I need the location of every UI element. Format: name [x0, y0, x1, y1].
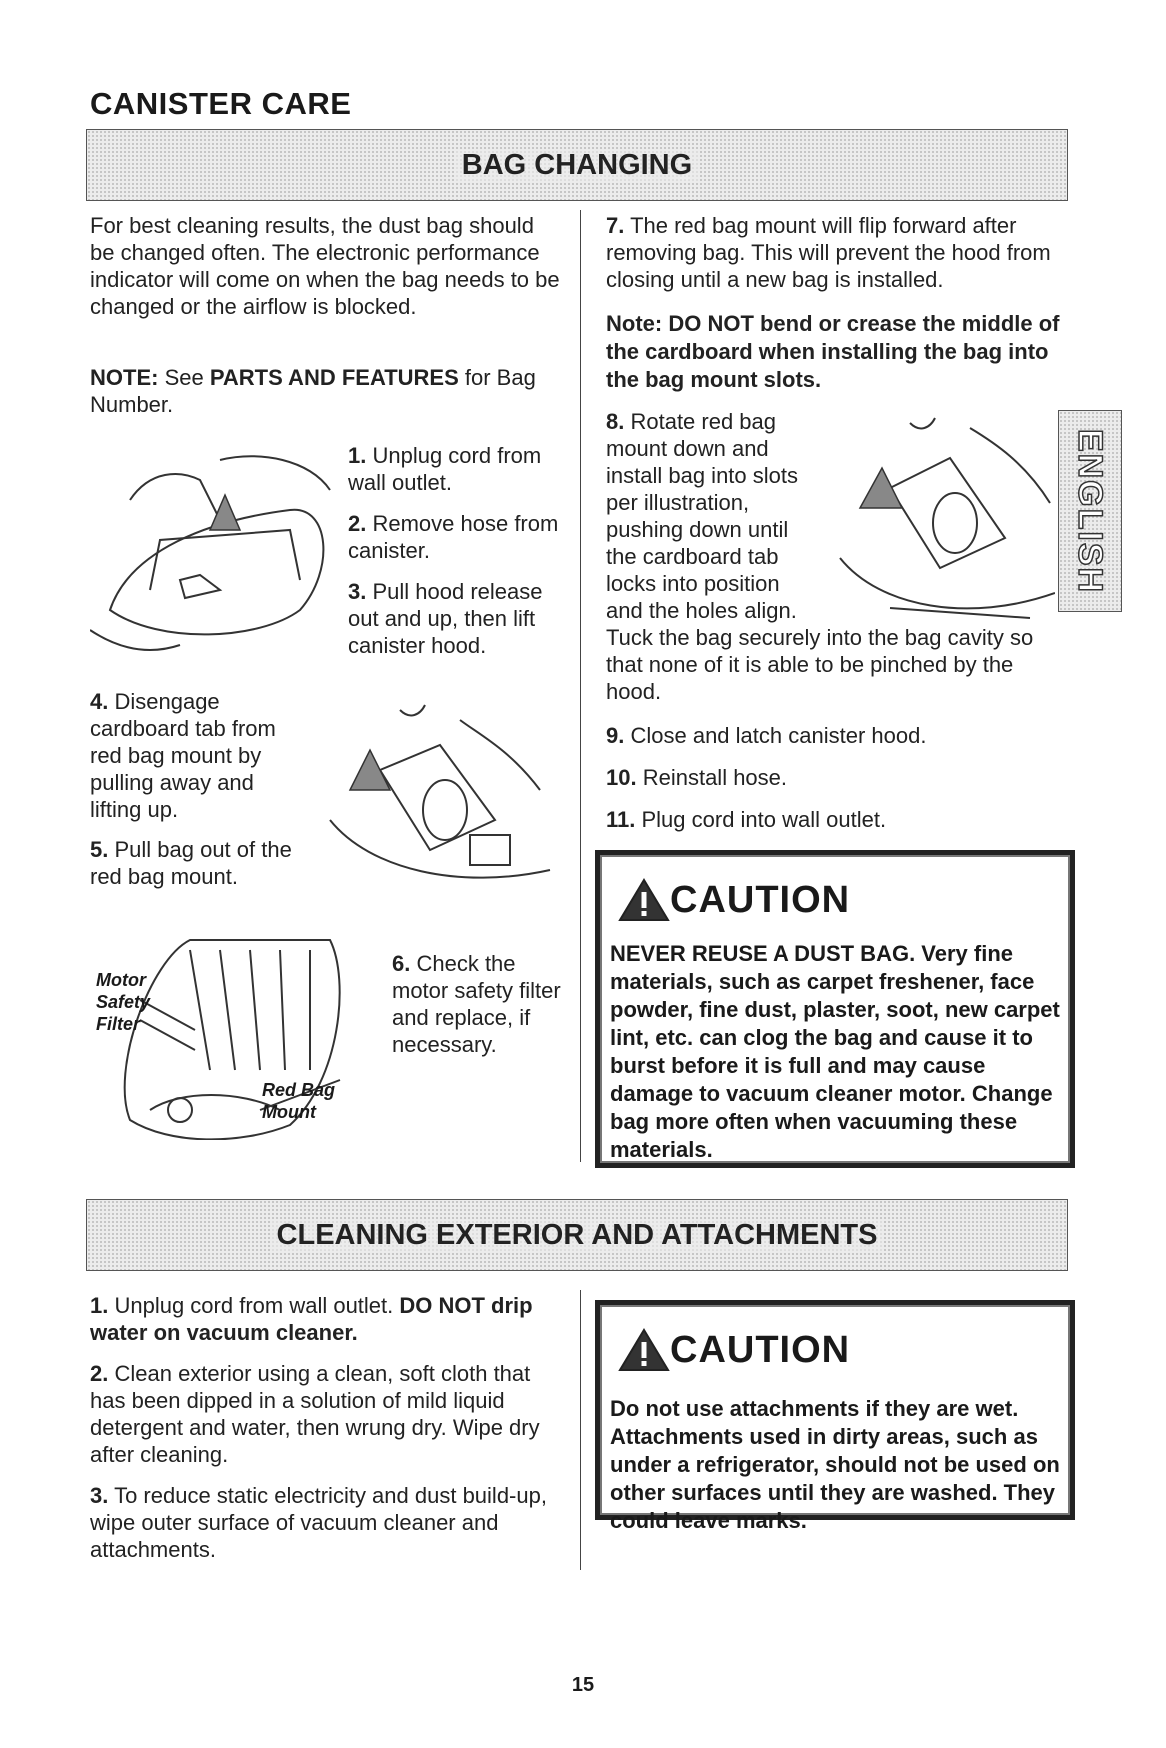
step-10 — [606, 764, 1066, 791]
step-5 — [90, 836, 300, 890]
cleaning-step-2 — [90, 1360, 550, 1468]
caution-header-2 — [618, 1327, 850, 1373]
side-tab-label: ENGLISH — [1071, 428, 1110, 594]
cleaning-step-3-number: 3. — [90, 1483, 109, 1508]
step-7-number: 7. — [606, 213, 625, 238]
step-6-number: 6. — [392, 951, 411, 976]
step-7-text: The red bag mount will flip forward after removing bag. This will prevent the hood from closing until a new bag is installed. — [606, 213, 1051, 292]
cleaning-step-1-warning: DO NOT drip water on vacuum cleaner. — [90, 1293, 533, 1345]
step-4 — [90, 688, 300, 823]
step-11-number: 11. — [606, 807, 636, 832]
note-bold: PARTS AND FEATURES — [209, 365, 459, 390]
step-1-number: 1. — [348, 443, 367, 468]
caution-text: NEVER REUSE A DUST BAG. Very fine materials, such as carpet freshener, face powder, fine dust, plaster, soot, new carpet lint, etc. can clog the bag and cause it to burst before it is full and may cause damage to vacuum cleaner motor. Change bag more often when vacuuming these materials. — [610, 941, 1060, 1162]
caution-title: CAUTION — [670, 878, 851, 921]
step-8-number: 8. — [606, 409, 625, 434]
cleaning-step-2-number: 2. — [90, 1361, 109, 1386]
caution-header — [618, 877, 850, 923]
label-filter: Filter — [96, 1014, 141, 1034]
step-11-text: Plug cord into wall outlet. — [635, 807, 887, 832]
step-6-text: Check the motor safety filter and replace, if necessary. — [392, 951, 561, 1057]
step-11 — [606, 806, 1066, 833]
english-side-tab — [1058, 410, 1122, 612]
step-10-text: Reinstall hose. — [636, 765, 788, 790]
step-9-number: 9. — [606, 723, 625, 748]
step-6 — [392, 950, 562, 1058]
warning-triangle-icon — [618, 877, 670, 923]
note-post: for Bag Number. — [90, 365, 536, 417]
column-divider-bottom — [580, 1290, 581, 1570]
cleaning-step-1-text: Unplug cord from wall outlet. — [108, 1293, 400, 1318]
cleaning-step-3-text: To reduce static electricity and dust build-up, wipe outer surface of vacuum cleaner and attachments. — [90, 1483, 547, 1562]
label-safety: Safety — [96, 992, 151, 1012]
step-9 — [606, 722, 1066, 749]
caution-title-2: CAUTION — [670, 1328, 851, 1371]
note-pre: See — [158, 365, 210, 390]
page-title: CANISTER CARE — [90, 86, 352, 121]
step-7 — [606, 212, 1066, 293]
bag-changing-banner — [86, 129, 1068, 201]
note-label: NOTE: — [90, 365, 159, 390]
cleaning-step-2-text: Clean exterior using a clean, soft cloth that has been dipped in a solution of mild liquid detergent and water, then wrung dry. Wipe dry after cleaning. — [90, 1361, 540, 1467]
step-8 — [606, 408, 821, 624]
caution-text-2: Do not use attachments if they are wet. Attachments used in dirty areas, such as under a refrigerator, should not be used on other surfaces until they are washed. They could leave marks. — [610, 1396, 1060, 1533]
step-2-number: 2. — [348, 511, 367, 536]
cleaning-step-3 — [90, 1482, 550, 1563]
step-4-number: 4. — [90, 689, 109, 714]
warning-triangle-icon — [618, 1327, 670, 1373]
step-3-number: 3. — [348, 579, 367, 604]
cleaning-step-1-number: 1. — [90, 1293, 109, 1318]
label-mount: Mount — [262, 1102, 316, 1122]
cleaning-banner — [86, 1199, 1068, 1271]
parts-note — [90, 364, 560, 418]
step-3-text: Pull hood release out and up, then lift canister hood. — [348, 579, 543, 658]
bag-mount-illustration — [310, 700, 560, 900]
step-2-text: Remove hose from canister. — [348, 511, 559, 563]
label-motor: Motor — [96, 970, 146, 990]
label-red-bag: Red Bag — [262, 1080, 336, 1100]
bag-changing-intro: For best cleaning results, the dust bag should be changed often. The electronic performance indicator will come on when the bag needs to be changed or the airflow is blocked. — [90, 213, 560, 319]
attachments-caution-box — [595, 1300, 1075, 1533]
dust-bag-caution-box — [595, 850, 1075, 1168]
step-4-text: Disengage cardboard tab from red bag mount by pulling away and lifting up. — [90, 689, 276, 822]
step-1 — [348, 442, 568, 496]
step-9-text: Close and latch canister hood. — [624, 723, 927, 748]
step-3 — [348, 578, 563, 659]
step-10-number: 10. — [606, 765, 637, 790]
bag-changing-banner-text: BAG CHANGING — [456, 149, 698, 181]
cleaning-banner-text: CLEANING EXTERIOR AND ATTACHMENTS — [271, 1219, 884, 1251]
cleaning-step-1 — [90, 1292, 550, 1346]
step-1-text: Unplug cord from wall outlet. — [348, 443, 542, 495]
install-bag-illustration — [830, 408, 1055, 638]
bag-removal-illustration — [90, 430, 340, 670]
column-divider-top — [580, 210, 581, 1162]
step-5-number: 5. — [90, 837, 109, 862]
step-2 — [348, 510, 568, 564]
step-8-continued: Tuck the bag securely into the bag cavity so that none of it is able to be pinched by the hood. — [606, 625, 1034, 704]
mount-slots-note: Note: DO NOT bend or crease the middle of the cardboard when installing the bag into the bag mount slots. — [606, 311, 1060, 392]
step-5-text: Pull bag out of the red bag mount. — [90, 837, 292, 889]
page-number: 15 — [571, 1674, 595, 1696]
step-8-text: Rotate red bag mount down and install bag into slots per illustration, pushing down until the cardboard tab locks into position and the holes align. — [606, 409, 798, 623]
